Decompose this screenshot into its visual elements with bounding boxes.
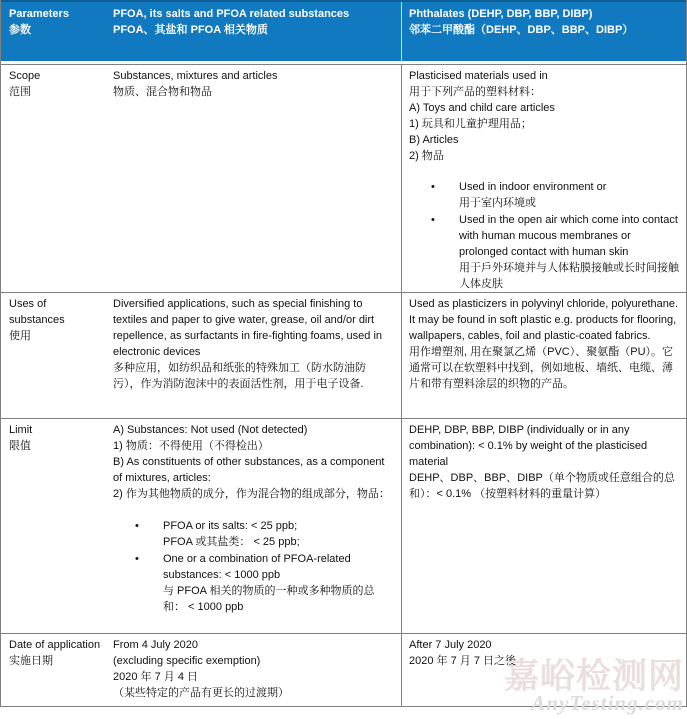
watermark-site-text: AnyTesting.com xyxy=(531,691,684,715)
limit-label-zh: 限值 xyxy=(9,440,31,452)
scope-pfoa-line: 物质、混合物和物品 xyxy=(113,86,212,98)
header-cell-phthalates xyxy=(401,2,686,61)
bullet-icon: • xyxy=(431,214,435,226)
limit-label-en: Limit xyxy=(9,424,33,436)
bullet-icon: • xyxy=(135,553,139,565)
header-pfoa-zh: PFOA、其盐和 PFOA 相关物质 xyxy=(113,24,268,36)
limit-pfoa-line: 2) 作为其他物质的成分，作为混合物的组成部分，物品： xyxy=(113,488,390,500)
date-pfoa-cell xyxy=(109,634,401,706)
limit-phthalates-paragraph: DEHP, DBP, BBP, DIBP (individually or in any combination): < 0.1% by weight of the plasticised material xyxy=(409,424,648,468)
scope-phthalates-line: A) Toys and child care articles xyxy=(409,102,555,114)
uses-phthalates-paragraph: Used as plasticizers in polyvinyl chloride, polyurethane. It may be found in soft plastic e.g. products for flooring, wallpapers, cables, foil and plastic-coated fabrics. xyxy=(409,298,679,342)
date-phthalates-line: 2020 年 7 月 7 日之後 xyxy=(409,655,516,667)
header-parameters-zh: 参数 xyxy=(9,24,31,36)
table-row-scope xyxy=(1,64,686,292)
bullet-line: Used in the open air which come into contact with human mucous membranes or prolonged contact with human skin xyxy=(459,214,678,258)
bullet-item xyxy=(113,518,393,550)
header-phthalates-en: Phthalates (DEHP, DBP, BBP, DIBP) xyxy=(409,8,593,20)
table-row-date xyxy=(1,633,686,706)
limit-pfoa-line: 1) 物质：不得使用（不得检出） xyxy=(113,440,269,452)
uses-pfoa-paragraph: Diversified applications, such as special finishing to textiles and paper to give water, grease, oil and/or dirt repellence, as surfactants in fire-fighting foams, used in electronic devices xyxy=(113,298,383,358)
bullet-item xyxy=(409,212,680,292)
limit-pfoa-line: B) As constituents of other substances, as a component of mixtures, articles: xyxy=(113,456,385,484)
bullet-line: PFOA or its salts: < 25 ppb; xyxy=(163,520,298,532)
table-row-uses xyxy=(1,292,686,418)
limit-phthalates-paragraph: DEHP、DBP、BBP、DIBP（单个物质或任意组合的总和）：< 0.1% （按塑料材料的重量计算） xyxy=(409,472,675,500)
limit-pfoa-cell xyxy=(109,419,401,633)
limit-bullet-list xyxy=(113,518,393,615)
uses-label-cell xyxy=(1,293,109,418)
bullet-line: 用于戶外环境并与人体粘膜接触或长时间接触人体皮肤 xyxy=(459,262,679,290)
scope-phthalates-line: B) Articles xyxy=(409,134,459,146)
scope-pfoa-line: Substances, mixtures and articles xyxy=(113,70,278,82)
bullet-icon: • xyxy=(431,181,435,193)
bullet-line: 与 PFOA 相关的物质的一种或多种物质的总和： < 1000 ppb xyxy=(163,585,375,613)
uses-label-zh: 使用 xyxy=(9,330,31,342)
scope-pfoa-cell xyxy=(109,65,401,292)
date-phthalates-cell xyxy=(401,634,686,706)
uses-phthalates-cell xyxy=(401,293,686,418)
header-cell-pfoa xyxy=(109,2,401,61)
date-label-cell xyxy=(1,634,109,706)
scope-phthalates-line: 2) 物品 xyxy=(409,150,444,162)
uses-pfoa-cell xyxy=(109,293,401,418)
limit-pfoa-line: A) Substances: Not used (Not detected) xyxy=(113,424,308,436)
date-pfoa-line: From 4 July 2020 xyxy=(113,639,198,651)
table-header-row xyxy=(1,0,686,64)
date-pfoa-line: （某些特定的产品有更长的过渡期） xyxy=(113,687,289,699)
date-pfoa-line: 2020 年 7 月 4 日 xyxy=(113,671,198,683)
date-pfoa-line: (excluding specific exemption) xyxy=(113,655,261,667)
bullet-line: Used in indoor environment or xyxy=(459,181,607,193)
uses-pfoa-paragraph: 多种应用，如纺织品和纸张的特殊加工（防水防油防污），作为消防泡沫中的表面活性剂，用于电子设备. xyxy=(113,362,366,390)
date-label-zh: 实施日期 xyxy=(9,655,53,667)
uses-label-en: Uses of substances xyxy=(9,298,65,326)
date-label-en: Date of application xyxy=(9,639,101,651)
bullet-line: One or a combination of PFOA-related substances: < 1000 ppb xyxy=(163,553,351,581)
bullet-icon: • xyxy=(135,520,139,532)
bullet-line: 用于室内环境或 xyxy=(459,197,536,209)
bullet-line: PFOA 或其盐类： < 25 ppb; xyxy=(163,536,300,548)
scope-phthalates-line: 用于下列产品的塑料材料： xyxy=(409,86,541,98)
scope-phthalates-line: 1) 玩具和儿童护理用品； xyxy=(409,118,532,130)
header-cell-parameters xyxy=(1,2,109,61)
scope-bullet-list xyxy=(409,179,680,292)
table-row-limit xyxy=(1,418,686,633)
limit-label-cell xyxy=(1,419,109,633)
bullet-item xyxy=(409,179,680,211)
scope-label-cell xyxy=(1,65,109,292)
header-pfoa-en: PFOA, its salts and PFOA related substances xyxy=(113,8,350,20)
scope-label-zh: 范围 xyxy=(9,86,31,98)
bullet-item xyxy=(113,551,393,615)
date-phthalates-line: After 7 July 2020 xyxy=(409,639,492,651)
watermark-chinese-text: 嘉峪检测网 xyxy=(503,657,684,696)
uses-phthalates-paragraph: 用作增塑剂, 用在聚氯乙烯（PVC）、聚氨酯（PU）。它通常可以在软塑料中找到，例如地板、墙纸、电缆、薄片和带有塑料涂层的织物的产品。 xyxy=(409,346,674,390)
header-parameters-en: Parameters xyxy=(9,8,69,20)
header-phthalates-zh: 邻苯二甲酸酯（DEHP、DBP、BBP、DIBP） xyxy=(409,24,634,36)
limit-phthalates-cell xyxy=(401,419,686,633)
scope-phthalates-line: Plasticised materials used in xyxy=(409,70,548,82)
scope-phthalates-cell xyxy=(401,65,686,292)
scope-label-en: Scope xyxy=(9,70,41,82)
